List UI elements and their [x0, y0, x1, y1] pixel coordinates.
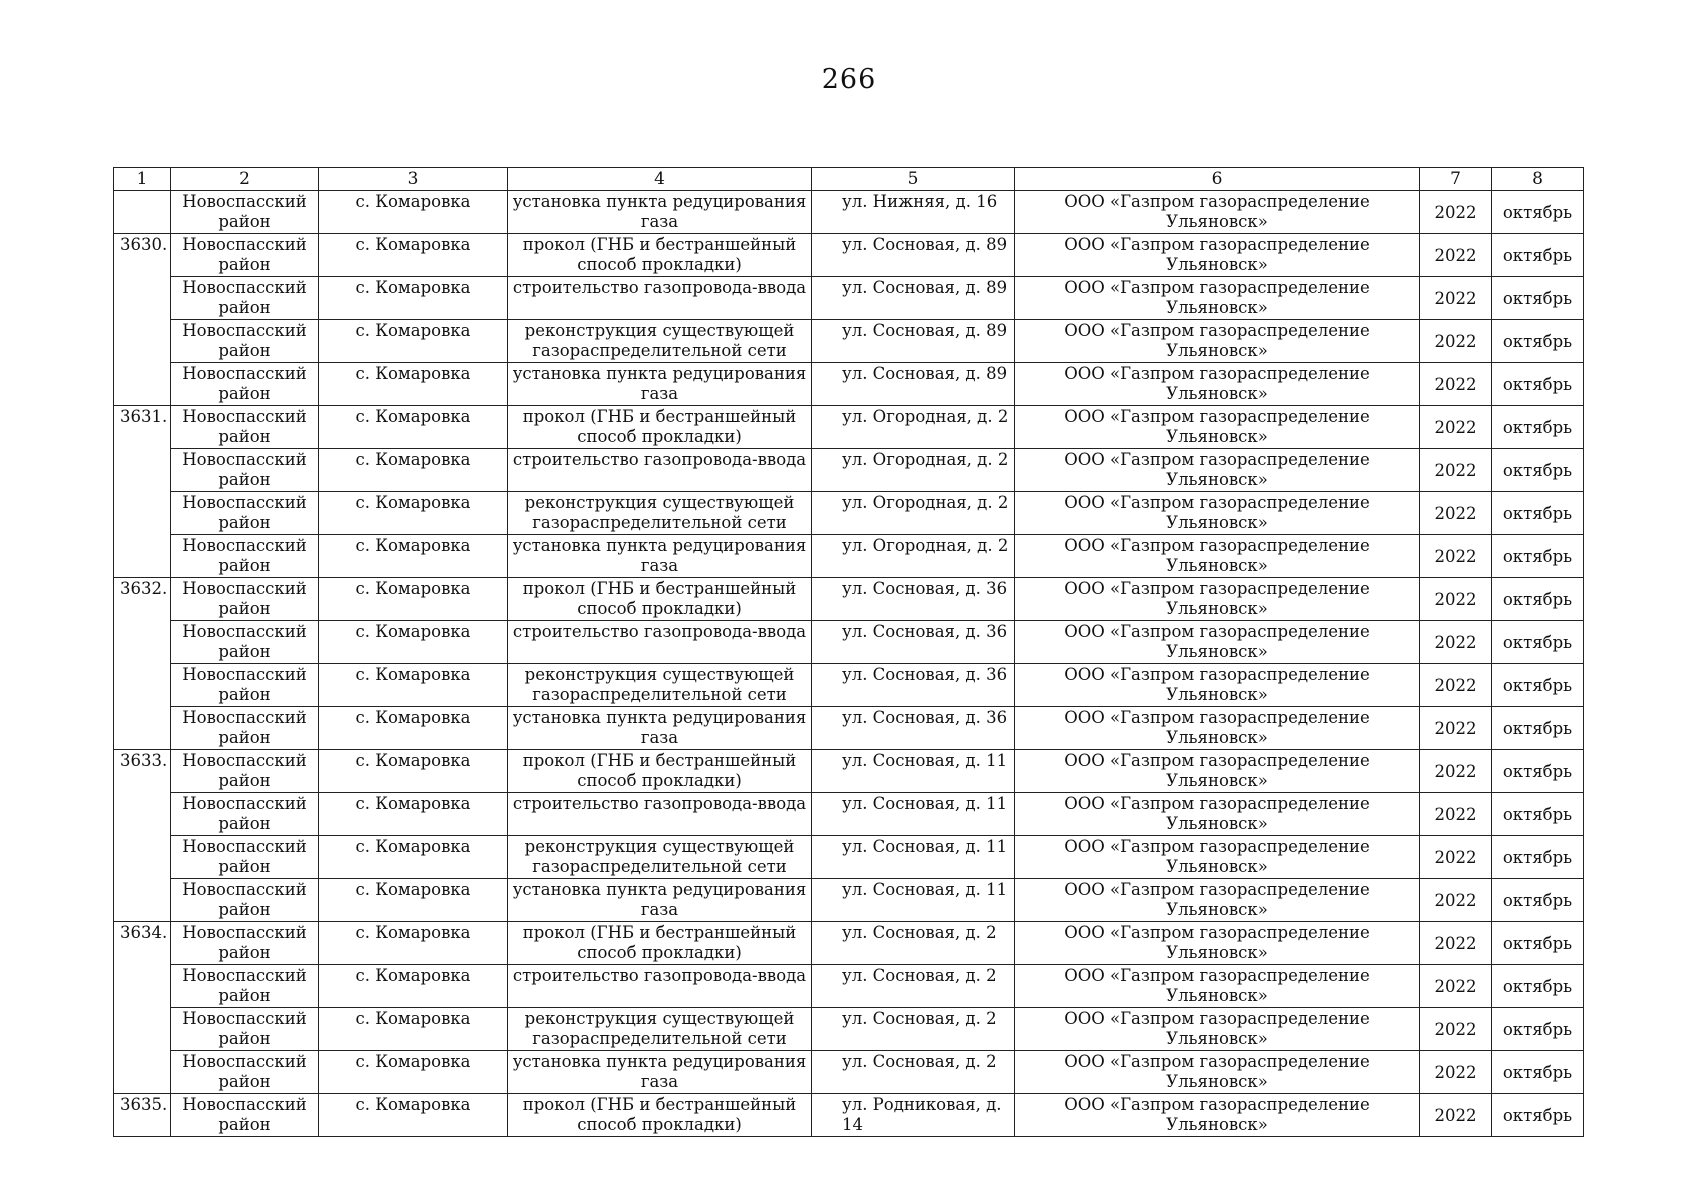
year-cell: 2022: [1420, 277, 1492, 320]
village-cell: с. Комаровка: [319, 277, 508, 320]
row-number: 3633.: [114, 750, 171, 793]
month-cell: октябрь: [1492, 750, 1584, 793]
table-row: [114, 234, 1584, 277]
row-number: 3634.: [114, 922, 171, 965]
row-number: [114, 492, 171, 535]
address-cell: ул. Сосновая, д. 2: [812, 1008, 1015, 1051]
district-cell: Новоспасский район: [171, 707, 319, 750]
row-number: [114, 1008, 171, 1051]
address-cell: ул. Сосновая, д. 36: [812, 621, 1015, 664]
row-number: [114, 836, 171, 879]
address-cell: ул. Огородная, д. 2: [812, 449, 1015, 492]
work-type-cell: установка пункта редуцирования газа: [508, 707, 812, 750]
work-type-cell: установка пункта редуцирования газа: [508, 535, 812, 578]
district-cell: Новоспасский район: [171, 879, 319, 922]
month-cell: октябрь: [1492, 449, 1584, 492]
column-header: 3: [319, 168, 508, 191]
organization-cell: ООО «Газпром газораспределение Ульяновск»: [1015, 621, 1420, 664]
row-number: 3635.: [114, 1094, 171, 1137]
year-cell: 2022: [1420, 320, 1492, 363]
work-type-cell: установка пункта редуцирования газа: [508, 191, 812, 234]
year-cell: 2022: [1420, 406, 1492, 449]
month-cell: октябрь: [1492, 1008, 1584, 1051]
village-cell: с. Комаровка: [319, 406, 508, 449]
organization-cell: ООО «Газпром газораспределение Ульяновск»: [1015, 707, 1420, 750]
column-header: 5: [812, 168, 1015, 191]
district-cell: Новоспасский район: [171, 406, 319, 449]
organization-cell: ООО «Газпром газораспределение Ульяновск»: [1015, 750, 1420, 793]
organization-cell: ООО «Газпром газораспределение Ульяновск»: [1015, 191, 1420, 234]
organization-cell: ООО «Газпром газораспределение Ульяновск»: [1015, 879, 1420, 922]
village-cell: с. Комаровка: [319, 578, 508, 621]
month-cell: октябрь: [1492, 1051, 1584, 1094]
address-cell: ул. Сосновая, д. 89: [812, 320, 1015, 363]
month-cell: октябрь: [1492, 578, 1584, 621]
work-type-cell: прокол (ГНБ и бестраншейный способ прокладки): [508, 922, 812, 965]
year-cell: 2022: [1420, 707, 1492, 750]
district-cell: Новоспасский район: [171, 449, 319, 492]
organization-cell: ООО «Газпром газораспределение Ульяновск»: [1015, 320, 1420, 363]
year-cell: 2022: [1420, 492, 1492, 535]
organization-cell: ООО «Газпром газораспределение Ульяновск»: [1015, 535, 1420, 578]
table-row: [114, 535, 1584, 578]
address-cell: ул. Сосновая, д. 36: [812, 707, 1015, 750]
row-number: [114, 320, 171, 363]
year-cell: 2022: [1420, 750, 1492, 793]
month-cell: октябрь: [1492, 320, 1584, 363]
year-cell: 2022: [1420, 621, 1492, 664]
work-type-cell: прокол (ГНБ и бестраншейный способ прокладки): [508, 406, 812, 449]
month-cell: октябрь: [1492, 406, 1584, 449]
work-type-cell: реконструкция существующей газораспределительной сети: [508, 492, 812, 535]
organization-cell: ООО «Газпром газораспределение Ульяновск»: [1015, 449, 1420, 492]
work-type-cell: реконструкция существующей газораспределительной сети: [508, 1008, 812, 1051]
address-cell: ул. Родниковая, д. 14: [812, 1094, 1015, 1137]
address-cell: ул. Сосновая, д. 89: [812, 277, 1015, 320]
village-cell: с. Комаровка: [319, 922, 508, 965]
work-type-cell: установка пункта редуцирования газа: [508, 879, 812, 922]
month-cell: октябрь: [1492, 922, 1584, 965]
table-row: [114, 320, 1584, 363]
table-row: [114, 750, 1584, 793]
year-cell: 2022: [1420, 1051, 1492, 1094]
district-cell: Новоспасский район: [171, 1008, 319, 1051]
work-type-cell: строительство газопровода-ввода: [508, 965, 812, 1008]
address-cell: ул. Сосновая, д. 2: [812, 965, 1015, 1008]
address-cell: ул. Огородная, д. 2: [812, 406, 1015, 449]
district-cell: Новоспасский район: [171, 621, 319, 664]
row-number: [114, 1051, 171, 1094]
table-row: [114, 406, 1584, 449]
month-cell: октябрь: [1492, 277, 1584, 320]
month-cell: октябрь: [1492, 664, 1584, 707]
work-type-cell: строительство газопровода-ввода: [508, 621, 812, 664]
month-cell: октябрь: [1492, 535, 1584, 578]
work-type-cell: прокол (ГНБ и бестраншейный способ прокладки): [508, 750, 812, 793]
month-cell: октябрь: [1492, 363, 1584, 406]
village-cell: с. Комаровка: [319, 621, 508, 664]
district-cell: Новоспасский район: [171, 836, 319, 879]
table-row: [114, 578, 1584, 621]
table-body: [114, 168, 1584, 1137]
month-cell: октябрь: [1492, 879, 1584, 922]
column-header: 8: [1492, 168, 1584, 191]
year-cell: 2022: [1420, 449, 1492, 492]
row-number: 3630.: [114, 234, 171, 277]
district-cell: Новоспасский район: [171, 965, 319, 1008]
district-cell: Новоспасский район: [171, 320, 319, 363]
year-cell: 2022: [1420, 234, 1492, 277]
table-row: [114, 1008, 1584, 1051]
month-cell: октябрь: [1492, 492, 1584, 535]
work-type-cell: строительство газопровода-ввода: [508, 449, 812, 492]
address-cell: ул. Огородная, д. 2: [812, 535, 1015, 578]
organization-cell: ООО «Газпром газораспределение Ульяновск»: [1015, 836, 1420, 879]
village-cell: с. Комаровка: [319, 707, 508, 750]
table-row: [114, 449, 1584, 492]
district-cell: Новоспасский район: [171, 578, 319, 621]
work-type-cell: прокол (ГНБ и бестраншейный способ прокладки): [508, 1094, 812, 1137]
district-cell: Новоспасский район: [171, 793, 319, 836]
column-header: 1: [114, 168, 171, 191]
work-type-cell: установка пункта редуцирования газа: [508, 1051, 812, 1094]
organization-cell: ООО «Газпром газораспределение Ульяновск»: [1015, 922, 1420, 965]
year-cell: 2022: [1420, 922, 1492, 965]
organization-cell: ООО «Газпром газораспределение Ульяновск»: [1015, 1051, 1420, 1094]
address-cell: ул. Сосновая, д. 36: [812, 664, 1015, 707]
address-cell: ул. Сосновая, д. 36: [812, 578, 1015, 621]
work-type-cell: прокол (ГНБ и бестраншейный способ прокладки): [508, 234, 812, 277]
column-header: 4: [508, 168, 812, 191]
district-cell: Новоспасский район: [171, 750, 319, 793]
district-cell: Новоспасский район: [171, 492, 319, 535]
village-cell: с. Комаровка: [319, 492, 508, 535]
year-cell: 2022: [1420, 363, 1492, 406]
village-cell: с. Комаровка: [319, 836, 508, 879]
table-row: [114, 965, 1584, 1008]
district-cell: Новоспасский район: [171, 277, 319, 320]
address-cell: ул. Сосновая, д. 11: [812, 793, 1015, 836]
month-cell: октябрь: [1492, 621, 1584, 664]
village-cell: с. Комаровка: [319, 1094, 508, 1137]
village-cell: с. Комаровка: [319, 320, 508, 363]
table-row: [114, 879, 1584, 922]
village-cell: с. Комаровка: [319, 234, 508, 277]
month-cell: октябрь: [1492, 1094, 1584, 1137]
table-row: [114, 836, 1584, 879]
header-row: [114, 168, 1584, 191]
district-cell: Новоспасский район: [171, 922, 319, 965]
village-cell: с. Комаровка: [319, 793, 508, 836]
village-cell: с. Комаровка: [319, 1051, 508, 1094]
row-number: [114, 535, 171, 578]
organization-cell: ООО «Газпром газораспределение Ульяновск»: [1015, 1008, 1420, 1051]
address-cell: ул. Сосновая, д. 2: [812, 1051, 1015, 1094]
organization-cell: ООО «Газпром газораспределение Ульяновск»: [1015, 363, 1420, 406]
address-cell: ул. Сосновая, д. 89: [812, 234, 1015, 277]
work-type-cell: установка пункта редуцирования газа: [508, 363, 812, 406]
district-cell: Новоспасский район: [171, 1094, 319, 1137]
month-cell: октябрь: [1492, 836, 1584, 879]
year-cell: 2022: [1420, 1094, 1492, 1137]
table-row: [114, 191, 1584, 234]
district-cell: Новоспасский район: [171, 535, 319, 578]
row-number: [114, 707, 171, 750]
district-cell: Новоспасский район: [171, 664, 319, 707]
village-cell: с. Комаровка: [319, 1008, 508, 1051]
address-cell: ул. Сосновая, д. 11: [812, 879, 1015, 922]
village-cell: с. Комаровка: [319, 965, 508, 1008]
table-row: [114, 277, 1584, 320]
work-type-cell: реконструкция существующей газораспределительной сети: [508, 836, 812, 879]
village-cell: с. Комаровка: [319, 535, 508, 578]
month-cell: октябрь: [1492, 965, 1584, 1008]
table-row: [114, 922, 1584, 965]
address-cell: ул. Нижняя, д. 16: [812, 191, 1015, 234]
work-type-cell: реконструкция существующей газораспределительной сети: [508, 664, 812, 707]
district-cell: Новоспасский район: [171, 191, 319, 234]
year-cell: 2022: [1420, 965, 1492, 1008]
district-cell: Новоспасский район: [171, 1051, 319, 1094]
page-number: 266: [821, 64, 877, 95]
district-cell: Новоспасский район: [171, 363, 319, 406]
village-cell: с. Комаровка: [319, 750, 508, 793]
address-cell: ул. Сосновая, д. 11: [812, 750, 1015, 793]
row-number: [114, 621, 171, 664]
table-row: [114, 1051, 1584, 1094]
row-number: [114, 965, 171, 1008]
row-number: [114, 664, 171, 707]
row-number: [114, 793, 171, 836]
organization-cell: ООО «Газпром газораспределение Ульяновск»: [1015, 578, 1420, 621]
organization-cell: ООО «Газпром газораспределение Ульяновск»: [1015, 406, 1420, 449]
column-header: 2: [171, 168, 319, 191]
table-row: [114, 707, 1584, 750]
year-cell: 2022: [1420, 535, 1492, 578]
table-row: [114, 1094, 1584, 1137]
year-cell: 2022: [1420, 191, 1492, 234]
month-cell: октябрь: [1492, 234, 1584, 277]
year-cell: 2022: [1420, 793, 1492, 836]
organization-cell: ООО «Газпром газораспределение Ульяновск»: [1015, 1094, 1420, 1137]
table-row: [114, 621, 1584, 664]
year-cell: 2022: [1420, 879, 1492, 922]
work-type-cell: строительство газопровода-ввода: [508, 277, 812, 320]
district-cell: Новоспасский район: [171, 234, 319, 277]
work-type-cell: реконструкция существующей газораспределительной сети: [508, 320, 812, 363]
table-row: [114, 363, 1584, 406]
year-cell: 2022: [1420, 664, 1492, 707]
table-row: [114, 492, 1584, 535]
organization-cell: ООО «Газпром газораспределение Ульяновск»: [1015, 793, 1420, 836]
row-number: [114, 363, 171, 406]
year-cell: 2022: [1420, 578, 1492, 621]
address-cell: ул. Сосновая, д. 89: [812, 363, 1015, 406]
address-cell: ул. Сосновая, д. 11: [812, 836, 1015, 879]
village-cell: с. Комаровка: [319, 191, 508, 234]
work-type-cell: строительство газопровода-ввода: [508, 793, 812, 836]
year-cell: 2022: [1420, 1008, 1492, 1051]
month-cell: октябрь: [1492, 191, 1584, 234]
table-row: [114, 793, 1584, 836]
village-cell: с. Комаровка: [319, 879, 508, 922]
row-number: 3631.: [114, 406, 171, 449]
village-cell: с. Комаровка: [319, 363, 508, 406]
organization-cell: ООО «Газпром газораспределение Ульяновск»: [1015, 664, 1420, 707]
table-row: [114, 664, 1584, 707]
month-cell: октябрь: [1492, 707, 1584, 750]
column-header: 6: [1015, 168, 1420, 191]
address-cell: ул. Сосновая, д. 2: [812, 922, 1015, 965]
work-type-cell: прокол (ГНБ и бестраншейный способ прокладки): [508, 578, 812, 621]
row-number: [114, 879, 171, 922]
village-cell: с. Комаровка: [319, 664, 508, 707]
village-cell: с. Комаровка: [319, 449, 508, 492]
data-table: [113, 167, 1584, 1137]
organization-cell: ООО «Газпром газораспределение Ульяновск»: [1015, 965, 1420, 1008]
address-cell: ул. Огородная, д. 2: [812, 492, 1015, 535]
column-header: 7: [1420, 168, 1492, 191]
organization-cell: ООО «Газпром газораспределение Ульяновск»: [1015, 277, 1420, 320]
row-number: 3632.: [114, 578, 171, 621]
organization-cell: ООО «Газпром газораспределение Ульяновск»: [1015, 492, 1420, 535]
month-cell: октябрь: [1492, 793, 1584, 836]
row-number: [114, 277, 171, 320]
year-cell: 2022: [1420, 836, 1492, 879]
row-number: [114, 449, 171, 492]
organization-cell: ООО «Газпром газораспределение Ульяновск»: [1015, 234, 1420, 277]
row-number: [114, 191, 171, 234]
